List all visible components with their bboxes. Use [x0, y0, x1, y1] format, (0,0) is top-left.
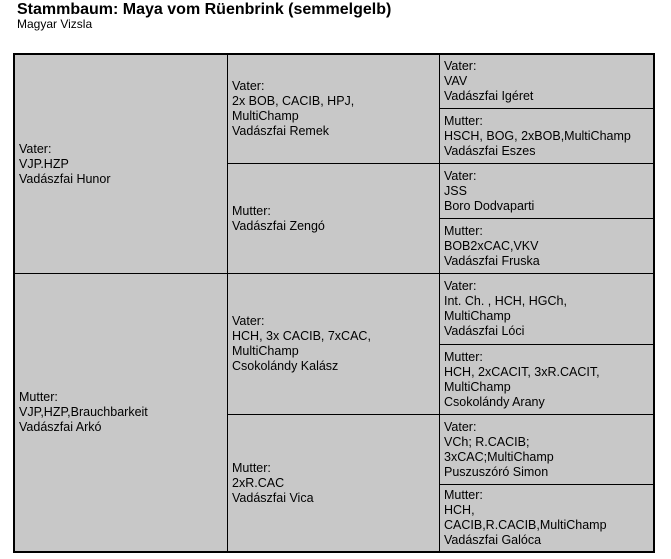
pedigree-titles: VAV [444, 74, 468, 88]
dam-cell [14, 273, 228, 552]
pedigree-name: Vadászfai Igéret [444, 89, 534, 103]
pedigree-role: Vater: [444, 279, 477, 293]
dd-sire-cell [439, 414, 654, 485]
dd-sire-text [444, 420, 554, 480]
sd-dam-cell [439, 218, 654, 274]
ss-dam-text [444, 114, 631, 159]
pedigree-titles: VCh; R.CACIB; 3xCAC;MultiChamp [444, 434, 554, 464]
pedigree-titles: 2xR.CAC [232, 475, 285, 490]
pedigree-titles: VJP,HZP,Brauchbarkeit [19, 405, 148, 419]
pedigree-titles: BOB2xCAC,VKV [444, 238, 539, 253]
sire-text [19, 142, 111, 187]
ds-dam-cell [439, 344, 654, 415]
ss-sire-text [444, 59, 533, 104]
pedigree-titles: HCH, 3x CACIB, 7xCAC, MultiChamp [232, 329, 371, 358]
dd-dam-cell [439, 484, 654, 552]
dam-dam-text [232, 461, 314, 506]
pedigree-name: Vadászfai Galóca [444, 533, 542, 547]
pedigree-role: Mutter: [444, 223, 483, 238]
pedigree-titles: Int. Ch. , HCH, HGCh, MultiChamp [444, 294, 567, 323]
pedigree-role: Vater: [232, 314, 265, 328]
pedigree-role: Mutter: [232, 460, 271, 475]
pedigree-role: Vater: [444, 419, 477, 434]
pedigree-titles: VJP.HZP [19, 156, 69, 171]
pedigree-role: Vater: [19, 141, 52, 156]
pedigree-role: Vater: [232, 79, 265, 93]
ds-sire-cell [439, 273, 654, 345]
pedigree-name: Csokolándy Kalász [232, 359, 339, 373]
pedigree-role: Vater: [444, 168, 477, 183]
pedigree-name: Vadászfai Hunor [19, 171, 111, 186]
pedigree-table [13, 53, 655, 553]
dam-text [19, 390, 148, 435]
pedigree-role: Mutter: [444, 349, 483, 364]
pedigree-name: Vadászfai Remek [232, 124, 330, 138]
dam-sire-cell [227, 273, 440, 415]
pedigree-role: Mutter: [19, 390, 58, 404]
breed-label: Magyar Vizsla [17, 17, 93, 31]
pedigree-titles: HCH, 2xCACIT, 3xR.CACIT, MultiChamp [444, 364, 600, 394]
dam-sire-text [232, 314, 371, 374]
dd-dam-text [444, 488, 607, 548]
sd-sire-cell [439, 163, 654, 219]
pedigree-name: Vadászfai Eszes [444, 143, 536, 158]
dam-dam-cell [227, 414, 440, 552]
pedigree-name: Vadászfai Lóci [444, 324, 525, 338]
sd-sire-text [444, 169, 534, 214]
pedigree-titles: HCH, CACIB,R.CACIB,MultiChamp [444, 503, 607, 532]
ds-sire-text [444, 279, 567, 339]
sire-dam-text [232, 204, 325, 234]
pedigree-name: Vadászfai Zengó [232, 218, 325, 233]
pedigree-name: Vadászfai Fruska [444, 253, 540, 268]
pedigree-name: Puszuszóró Simon [444, 464, 549, 479]
pedigree-role: Mutter: [232, 203, 271, 218]
pedigree-titles: JSS [444, 183, 467, 198]
sd-dam-text [444, 224, 540, 269]
ss-sire-cell [439, 54, 654, 109]
ds-dam-text [444, 350, 600, 410]
pedigree-name: Vadászfai Vica [232, 490, 314, 505]
ss-dam-cell [439, 108, 654, 164]
pedigree-role: Mutter: [444, 113, 483, 128]
sire-cell [14, 54, 228, 274]
pedigree-name: Vadászfai Arkó [19, 420, 102, 434]
sire-sire-text [232, 79, 354, 139]
pedigree-role: Mutter: [444, 488, 483, 502]
pedigree-titles: HSCH, BOG, 2xBOB,MultiChamp [444, 128, 631, 143]
pedigree-titles: 2x BOB, CACIB, HPJ, MultiChamp [232, 94, 355, 123]
pedigree-name: Csokolándy Arany [444, 394, 545, 409]
pedigree-name: Boro Dodvaparti [444, 198, 535, 213]
page-title: Stammbaum: Maya vom Rüenbrink (semmelgelb) [17, 1, 392, 18]
sire-sire-cell [227, 54, 440, 164]
sire-dam-cell [227, 163, 440, 274]
pedigree-role: Vater: [444, 59, 477, 73]
